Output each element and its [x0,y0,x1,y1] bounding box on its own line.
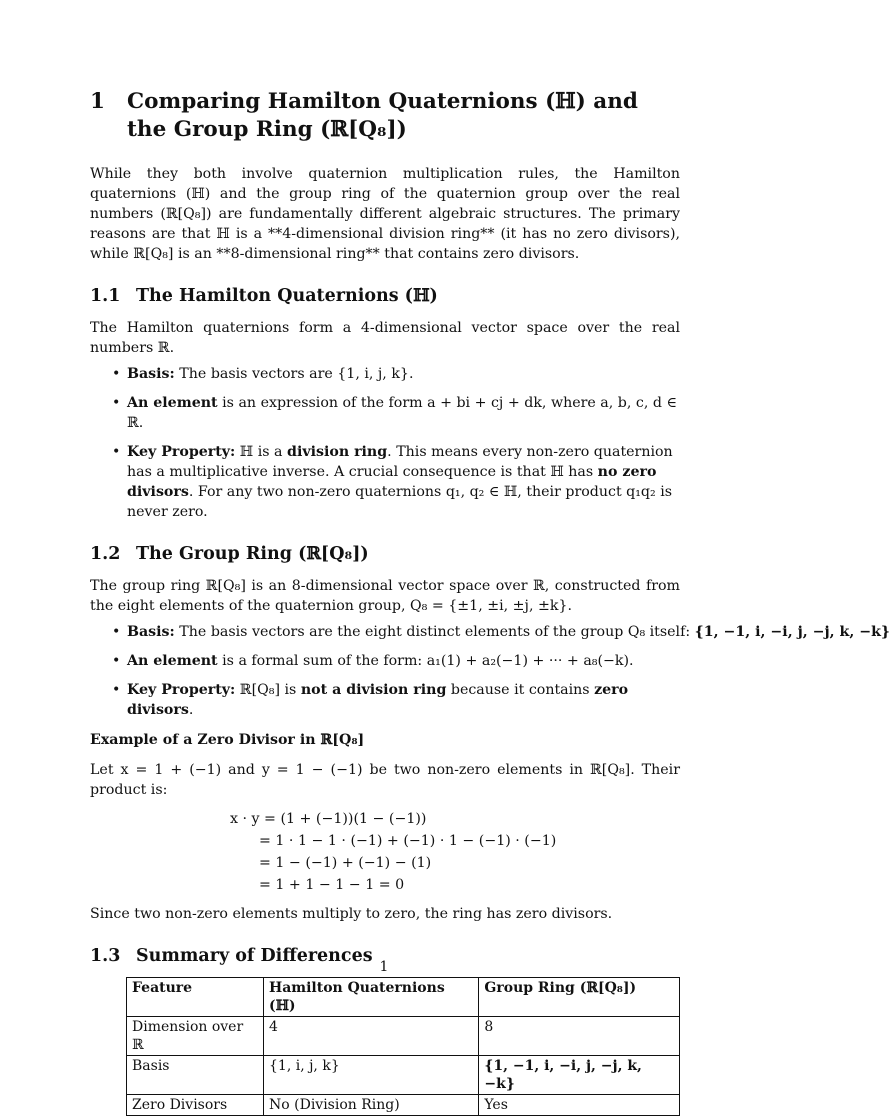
table-header: Group Ring (ℝ[Q₈]) [479,978,680,1017]
bullet-label: An element [127,395,218,411]
list-item [90,651,680,671]
bullet-text: . [188,702,194,718]
subsection-title-text: Summary of Differences [136,946,373,966]
example-conclusion: Since two non-zero elements multiply to zero, the ring has zero divisors. [90,906,613,922]
bullet-text: is an expression of the form a + bi + cj + dk, where a, b, c, d ∈ ℝ. [127,395,677,431]
bullet-label: An element [127,653,218,669]
bullet-strong: no zero divisors [127,464,657,500]
table-cell: 4 [264,1017,479,1056]
bullet-label: Key Property: [127,682,236,698]
equation-line: = 1 + 1 − 1 − 1 = 0 [259,877,405,893]
hamilton-lead: The Hamilton quaternions form a 4-dimensional vector space over the real numbers ℝ. [90,320,680,356]
table-cell: 8 [479,1017,680,1056]
page-number: 1 [379,959,389,975]
table-cell: Basis [127,1056,264,1095]
table-row [127,1056,680,1095]
list-item [90,393,680,433]
bullet-strong: zero divisors [127,682,629,718]
equation-line: = 1 − (−1) + (−1) − (1) [259,855,432,871]
example-lead: Let x = 1 + (−1) and y = 1 − (−1) be two non-zero elements in ℝ[Q₈]. Their product is: [90,762,680,798]
subsection-title-text: The Group Ring (ℝ[Q₈]) [136,544,369,564]
table-cell: Yes [479,1095,680,1116]
bullet-text: . For any two non-zero quaternions q₁, q₂ ∈ ℍ, their product q₁q₂ is never zero. [127,484,673,520]
hamilton-bullets [90,364,680,522]
bullet-text: The basis vectors are {1, i, j, k}. [174,366,414,382]
bullet-label: Basis: [127,624,175,640]
list-item [90,680,680,720]
subsection-number: 1.3 [90,946,121,966]
list-item [90,442,680,522]
subsection-title-text: The Hamilton Quaternions (ℍ) [136,286,438,306]
subsection-title [90,284,680,308]
list-item [90,622,890,642]
section-number: 1 [90,89,105,114]
bullet-strong: division ring [287,444,388,460]
table-cell: {1, −1, i, −i, j, −j, k, −k} [479,1056,680,1095]
bullet-label: Key Property: [127,444,236,460]
bullet-text: is a formal sum of the form: a₁(1) + a₂(−1) + ··· + a₈(−k). [217,653,634,669]
table-header: Feature [127,978,264,1017]
table-cell: Dimension over ℝ [127,1017,264,1056]
table-cell: No (Division Ring) [264,1095,479,1116]
bullet-text: ℝ[Q₈] is [235,682,301,698]
section-title-text: Comparing Hamilton Quaternions (ℍ) and the Group Ring (ℝ[Q₈]) [127,89,638,142]
example-heading: Example of a Zero Divisor in ℝ[Q₈] [90,732,365,748]
bullet-label: Basis: [127,366,175,382]
bullet-text: . This means every non-zero quaternion has a multiplicative inverse. A crucial consequence is that ℍ has [127,444,673,480]
subsection-number: 1.2 [90,544,121,564]
section-title [90,88,680,144]
bullet-text: ℍ is a [235,444,288,460]
subsection-title [90,542,680,566]
table-row [127,1095,680,1116]
group-ring-lead: The group ring ℝ[Q₈] is an 8-dimensional vector space over ℝ, constructed from the eight elements of the quaternion group, Q₈ = {±1, ±i, ±j, ±k}. [90,578,680,614]
equation-block [90,808,680,896]
table-header-row [127,978,680,1017]
list-item [90,364,680,384]
bullet-text: because it contains [446,682,595,698]
bullet-strong: not a division ring [300,682,447,698]
bullet-strong: {1, −1, i, −i, j, −j, k, −k} [694,624,890,640]
table-header: Hamilton Quaternions (ℍ) [264,978,479,1017]
summary-table [126,977,680,1116]
intro-paragraph: While they both involve quaternion multiplication rules, the Hamilton quaternions (ℍ) and the group ring of the quaternion group over the real numbers (ℝ[Q₈]) are fundamentally different algebraic structures. The primary reasons are that ℍ is a **4-dimensional division ring** (it has no zero divisors), while ℝ[Q₈] is an **8-dimensional ring** that contains zero divisors. [90,166,680,262]
equation-line: = 1 · 1 − 1 · (−1) + (−1) · 1 − (−1) · (−1) [259,833,557,849]
table-row [127,1017,680,1056]
equation-line: x · y = (1 + (−1))(1 − (−1)) [230,811,427,827]
subsection-number: 1.1 [90,286,121,306]
group-ring-bullets [90,622,890,720]
table-cell: Zero Divisors [127,1095,264,1116]
table-cell: {1, i, j, k} [264,1056,479,1095]
bullet-text: The basis vectors are the eight distinct elements of the group Q₈ itself: [174,624,695,640]
